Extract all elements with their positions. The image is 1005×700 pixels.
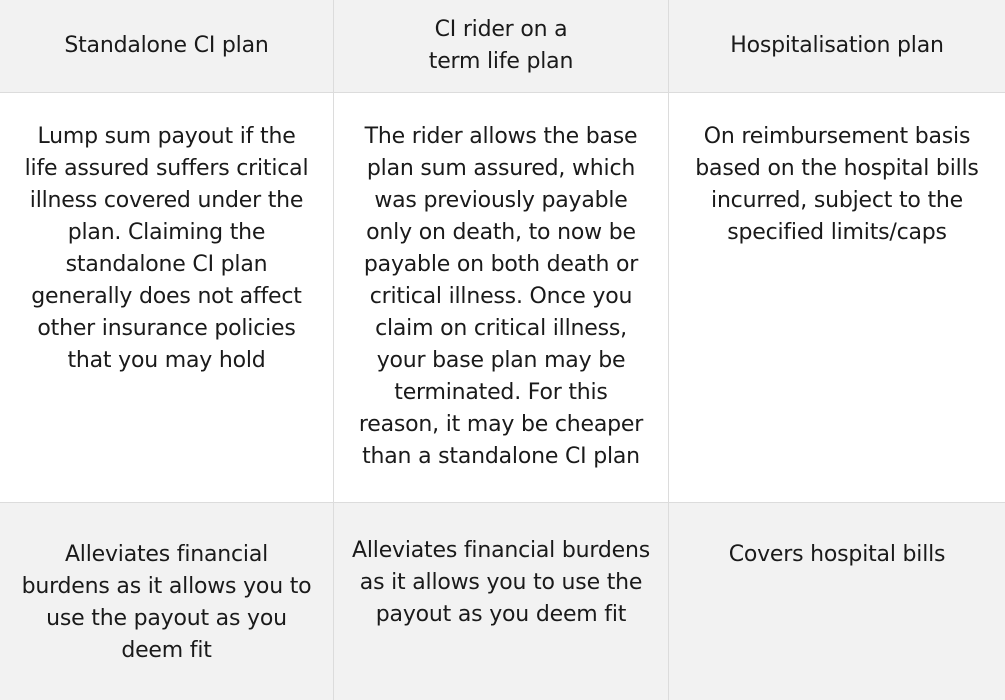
column-header-standalone-ci-plan: [0, 0, 334, 93]
table-cell: Alleviates financial burdens as it allows you to use the payout as you deem fit: [334, 503, 669, 700]
header-label: Hospitalisation plan: [730, 33, 944, 58]
table-cell: Alleviates financial burdens as it allows you to use the payout as you deem fit: [0, 503, 334, 700]
table-cell: The rider allows the base plan sum assured, which was previously payable only on death, to now be payable on both death or critical illness. Once you claim on critical illness, your base plan may be terminated. For this reason, it may be cheaper than a standalone CI plan: [334, 93, 669, 503]
column-header-ci-rider: [334, 0, 669, 93]
table-cell: Covers hospital bills: [669, 503, 1005, 700]
column-header-hospitalisation-plan: [669, 0, 1005, 93]
table-cell: Lump sum payout if the life assured suffers critical illness covered under the plan. Claiming the standalone CI plan generally does not affect other insurance policies that you may hold: [0, 93, 334, 503]
header-label: CI rider on a term life plan: [428, 17, 574, 74]
header-label: Standalone CI plan: [64, 33, 269, 58]
table-cell: On reimbursement basis based on the hospital bills incurred, subject to the specified limits/caps: [669, 93, 1005, 503]
